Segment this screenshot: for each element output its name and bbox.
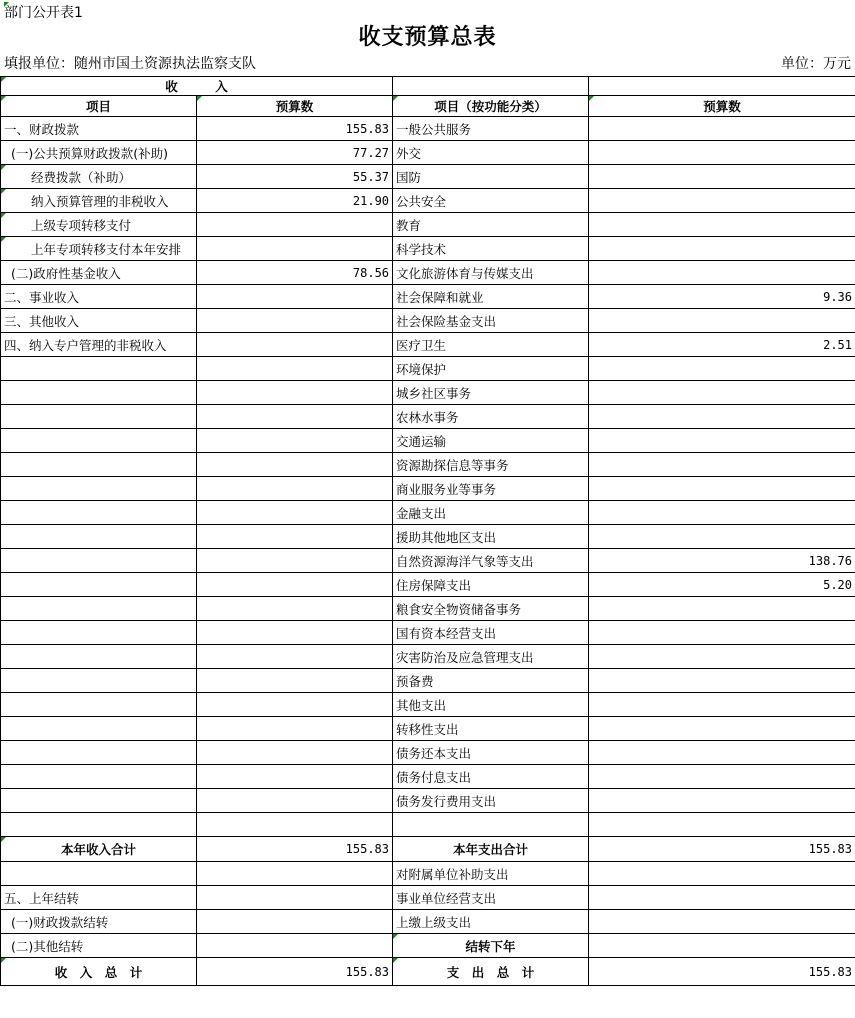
income-item [1,813,197,837]
income-amount [197,693,393,717]
income-item: 二、事业收入 [1,285,197,309]
income-item: 经费拨款（补助） [1,165,197,189]
income-group-header: 收 入 [1,77,393,96]
expense-amount [589,381,855,405]
expense-item: 其他支出 [393,693,589,717]
income-total-value: 155.83 [197,837,393,862]
income-item: 一、财政拨款 [1,117,197,141]
expense-amount [589,934,855,958]
expense-amount [589,141,855,165]
income-item [1,453,197,477]
expense-item: 预备费 [393,669,589,693]
income-amount: 155.83 [197,117,393,141]
income-item: (二)政府性基金收入 [1,261,197,285]
grand-income-label: 收 入 总 计 [1,958,197,986]
income-item [1,597,197,621]
table-row [1,285,855,309]
income-amount [197,525,393,549]
income-amount [197,357,393,381]
table-row [1,333,855,357]
table-row [1,934,855,958]
table-row [1,357,855,381]
expense-item: 对附属单位补助支出 [393,862,589,886]
expense-total-label: 本年支出合计 [393,837,589,862]
expense-amount [589,405,855,429]
expense-item: 自然资源海洋气象等支出 [393,549,589,573]
income-item [1,765,197,789]
expense-amount [589,862,855,886]
expense-amount [589,429,855,453]
col-header-right-item: 项目（按功能分类） [393,96,589,117]
table-row [1,237,855,261]
income-item [1,525,197,549]
expense-item: 国有资本经营支出 [393,621,589,645]
table-row [1,189,855,213]
expense-amount [589,597,855,621]
expense-item: 金融支出 [393,501,589,525]
income-amount [197,934,393,958]
table-row [1,165,855,189]
expense-amount [589,886,855,910]
income-item [1,693,197,717]
expense-amount [589,693,855,717]
col-header-right-amount: 预算数 [589,96,855,117]
expense-item: 交通运输 [393,429,589,453]
expense-item: 上缴上级支出 [393,910,589,934]
header-row-group [1,77,855,96]
income-item: 五、上年结转 [1,886,197,910]
expense-amount [589,189,855,213]
income-amount [197,213,393,237]
expense-item: 债务发行费用支出 [393,789,589,813]
expense-item: 科学技术 [393,237,589,261]
expense-item: 文化旅游体育与传媒支出 [393,261,589,285]
table-row [1,141,855,165]
table-row [1,381,855,405]
income-amount [197,813,393,837]
expense-item: 资源勘探信息等事务 [393,453,589,477]
table-row [1,862,855,886]
income-amount [197,309,393,333]
expense-item: 教育 [393,213,589,237]
expense-amount [589,741,855,765]
income-item [1,549,197,573]
table-row [1,525,855,549]
expense-item: 粮食安全物资储备事务 [393,597,589,621]
expense-item: 社会保险基金支出 [393,309,589,333]
currency-unit: 单位：万元 [781,56,851,72]
income-amount [197,910,393,934]
expense-total-value: 155.83 [589,837,855,862]
income-amount [197,597,393,621]
income-item [1,621,197,645]
income-amount [197,285,393,309]
sheet-label: 部门公开表1 [4,2,83,22]
income-amount [197,381,393,405]
income-item [1,862,197,886]
table-row [1,117,855,141]
expense-item: 城乡社区事务 [393,381,589,405]
col-header-left-item: 项目 [1,96,197,117]
expense-amount [589,213,855,237]
income-amount [197,453,393,477]
expense-amount [589,717,855,741]
table-row [1,717,855,741]
expense-item [393,813,589,837]
income-item [1,669,197,693]
expense-item: 公共安全 [393,189,589,213]
expense-amount [589,237,855,261]
totals-row [1,837,855,862]
expense-item: 医疗卫生 [393,333,589,357]
page-title: 收支预算总表 [358,25,497,50]
expense-amount [589,117,855,141]
income-item [1,429,197,453]
table-row [1,309,855,333]
income-amount [197,765,393,789]
income-amount: 55.37 [197,165,393,189]
expense-amount [589,261,855,285]
expense-item: 债务还本支出 [393,741,589,765]
table-row [1,789,855,813]
header-blank [589,77,855,96]
income-amount [197,717,393,741]
income-amount [197,405,393,429]
expense-item: 结转下年 [393,934,589,958]
income-item [1,477,197,501]
header-blank [393,77,589,96]
table-row [1,573,855,597]
income-item [1,789,197,813]
expense-amount [589,789,855,813]
expense-amount [589,357,855,381]
table-row [1,213,855,237]
income-item: 上级专项转移支付 [1,213,197,237]
expense-item: 社会保障和就业 [393,285,589,309]
expense-item: 农林水事务 [393,405,589,429]
table-row [1,669,855,693]
income-item [1,717,197,741]
income-item: 四、纳入专户管理的非税收入 [1,333,197,357]
income-item [1,501,197,525]
expense-amount [589,501,855,525]
income-amount: 77.27 [197,141,393,165]
income-item: 纳入预算管理的非税收入 [1,189,197,213]
income-item: (二)其他结转 [1,934,197,958]
income-amount [197,741,393,765]
income-amount [197,669,393,693]
income-item: 上年专项转移支付本年安排 [1,237,197,261]
income-item [1,645,197,669]
expense-amount [589,525,855,549]
expense-amount [589,453,855,477]
reporting-unit: 填报单位：随州市国土资源执法监察支队 [4,56,256,72]
income-item: (一)公共预算财政拨款(补助) [1,141,197,165]
table-row [1,453,855,477]
grand-income-value: 155.83 [197,958,393,986]
expense-item: 事业单位经营支出 [393,886,589,910]
grand-total-row [1,958,855,986]
grand-expense-value: 155.83 [589,958,855,986]
expense-amount [589,910,855,934]
expense-amount [589,621,855,645]
table-row [1,645,855,669]
expense-amount [589,165,855,189]
expense-item: 环境保护 [393,357,589,381]
expense-amount [589,669,855,693]
expense-amount: 5.20 [589,573,855,597]
table-row [1,549,855,573]
income-amount: 21.90 [197,189,393,213]
table-row [1,693,855,717]
table-row [1,261,855,285]
table-row [1,477,855,501]
income-amount: 78.56 [197,261,393,285]
expense-amount [589,309,855,333]
table-row [1,429,855,453]
expense-item: 国防 [393,165,589,189]
income-amount [197,237,393,261]
income-amount [197,549,393,573]
expense-amount [589,645,855,669]
header-row-columns [1,96,855,117]
income-item [1,573,197,597]
expense-amount: 138.76 [589,549,855,573]
expense-item: 援助其他地区支出 [393,525,589,549]
income-amount [197,573,393,597]
table-row [1,597,855,621]
expense-item: 一般公共服务 [393,117,589,141]
table-row [1,501,855,525]
income-item [1,381,197,405]
income-item: 三、其他收入 [1,309,197,333]
table-row [1,813,855,837]
income-item [1,357,197,381]
income-item: (一)财政拨款结转 [1,910,197,934]
grand-expense-label: 支 出 总 计 [393,958,589,986]
table-row [1,741,855,765]
income-item [1,405,197,429]
expense-item: 转移性支出 [393,717,589,741]
income-amount [197,645,393,669]
expense-amount [589,765,855,789]
col-header-left-amount: 预算数 [197,96,393,117]
table-row [1,621,855,645]
table-row [1,405,855,429]
income-amount [197,333,393,357]
income-amount [197,886,393,910]
income-item [1,741,197,765]
budget-table [0,76,855,986]
income-amount [197,789,393,813]
expense-amount [589,813,855,837]
expense-amount [589,477,855,501]
table-row [1,886,855,910]
expense-amount: 2.51 [589,333,855,357]
income-amount [197,477,393,501]
expense-item: 商业服务业等事务 [393,477,589,501]
expense-item: 外交 [393,141,589,165]
income-amount [197,429,393,453]
income-total-label: 本年收入合计 [1,837,197,862]
income-amount [197,621,393,645]
income-amount [197,862,393,886]
table-row [1,765,855,789]
table-row [1,910,855,934]
income-amount [197,501,393,525]
expense-item: 灾害防治及应急管理支出 [393,645,589,669]
expense-item: 债务付息支出 [393,765,589,789]
expense-amount: 9.36 [589,285,855,309]
expense-item: 住房保障支出 [393,573,589,597]
